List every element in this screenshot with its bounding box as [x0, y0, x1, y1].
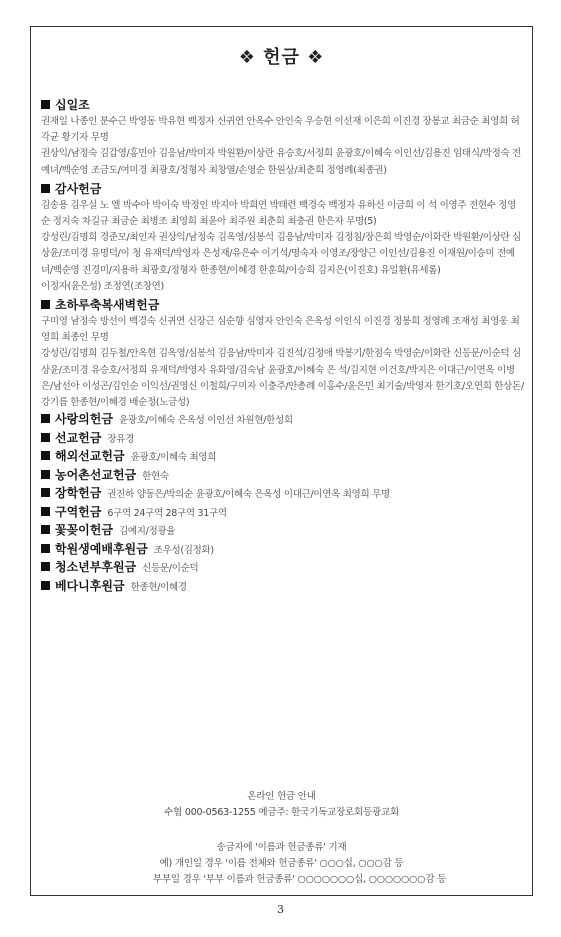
square-bullet-icon — [41, 300, 50, 309]
square-bullet-icon — [41, 414, 50, 423]
section-thanksgiving — [41, 181, 524, 295]
section-heading: 십일조 — [41, 97, 524, 114]
square-bullet-icon — [41, 433, 50, 442]
bank-account: 수협 000-0563-1255 예금주: 한국기독교장로회등광교회 — [164, 807, 399, 818]
inline-section: 선교헌금 장유경 — [41, 430, 524, 449]
donor-names: 김송용 김우실 노 엘 박수아 박이숙 박정인 박지아 박희연 박태련 백경숙 백정자 유하신 이금희 이 석 이영주 전현수 정영순 정지숙 차길규 최금순 최병조 최영희 최윤아 최주원 최춘희 최충권 한은자 무명(5) — [41, 199, 517, 228]
example-couple: 부부일 경우 '부부 이름과 헌금종류' ○○○○○○○십, ○○○○○○○감 등 — [152, 874, 447, 885]
inline-section: 해외선교헌금 윤광호/이혜숙 최영희 — [41, 448, 524, 467]
donor-names: 강성린/김명희 김두철/안옥현 김옥영/심봉석 김응남/박미자 김진석/김정애 박봉기/한점숙 박영순/이화란 신등문/이순덕 심상윤/조미경 유승호/서정희 유재덕/박영자 유화영/김숙남 윤광호/이혜숙 은 석/김지현 이건호/박지은 이대근/이연옥 이병은/남선아 이성곤/김인순 이익선/권영신 이철희/구미자 이충주/안총례 이홍수/윤은민 최기술/박영자 한기호/오연희 한상돈/강기름 한종현/이혜경 배순정(노금성) — [41, 348, 524, 409]
square-bullet-icon — [41, 184, 50, 193]
donor-names: 구미영 남정숙 방선이 백경숙 신귀연 신장근 심순향 심영자 안인숙 은옥성 이인식 이진경 정봉희 정영례 조재성 최영웅 최영희 최종인 무명 — [41, 316, 520, 344]
inline-section: 사랑의헌금 윤광호/이혜숙 은옥성 이인선 차원현/한성희 — [41, 411, 524, 430]
square-bullet-icon — [41, 100, 50, 109]
inline-section: 농어촌선교헌금 한현숙 — [41, 467, 524, 486]
transfer-instruction: 송금자에 '이름과 헌금종류' 기재 — [216, 842, 347, 853]
donor-names: 이정자(윤은성) 조정연(조창연) — [41, 280, 164, 292]
square-bullet-icon — [41, 470, 50, 479]
square-bullet-icon — [41, 562, 50, 571]
inline-section: 구역헌금 6구역 24구역 28구역 31구역 — [41, 504, 524, 523]
section-first-day-dawn — [41, 297, 524, 411]
offering-list — [41, 95, 524, 596]
square-bullet-icon — [41, 507, 50, 516]
donor-names: 권재일 나종인 분수근 박영동 박유현 백정자 신귀연 안옥수 안인숙 우승현 이선재 이은희 이진경 장봉교 최금순 최영희 허각균 황기자 무명 — [41, 116, 520, 144]
spacer — [31, 821, 532, 840]
example-individual: 예) 개인일 경우 '이름 전체와 헌금종류' ○○○십, ○○○감 등 — [159, 858, 404, 869]
donor-names: 권상익/남정숙 김갑영/홍민아 김응남/박미자 박원환/이상란 유승호/서정희 윤광호/이혜숙 이인선/김용진 임태식/박정숙 전예녀/백순영 조금도/여미경 최광호/정형자 최창열/손영순 한원상/최춘희 정영례(최종권) — [41, 148, 521, 176]
online-offering-notice — [31, 789, 532, 888]
square-bullet-icon — [41, 581, 50, 590]
square-bullet-icon — [41, 451, 50, 460]
donor-names: 강성린/김명희 경준모/최인자 권상익/남정숙 김옥영/심봉석 김응남/박미자 김정침/장은희 박영순/이화란 박원환/이상란 심상윤/조미경 유명덕/이 청 유재덕/박영자 은성재/유은수 이기석/명숙자 이영조/장양근 이인선/김용진 이재원/이승미 전예녀/백순영 진경미/지용하 최광호/정형자 한종현/이혜경 한훈희/이승희 김지은(이진호) 유일환(유세롬) — [41, 232, 521, 276]
section-tithe — [41, 97, 524, 179]
bulletin-frame — [30, 26, 533, 896]
section-heading: 감사헌금 — [41, 181, 524, 198]
inline-section: 학원생예배후원금 조우성(김정화) — [41, 541, 524, 560]
square-bullet-icon — [41, 525, 50, 534]
page-number: 3 — [277, 903, 284, 916]
square-bullet-icon — [41, 544, 50, 553]
notice-title: 온라인 헌금 안내 — [247, 791, 316, 802]
inline-section: 청소년부후원금 신등문/이순덕 — [41, 559, 524, 578]
inline-section: 장학헌금 권진하 양동은/박의순 윤광호/이혜숙 은옥성 이대근/이연옥 최영희 무명 — [41, 485, 524, 504]
square-bullet-icon — [41, 488, 50, 497]
section-heading: 초하루축복새벽헌금 — [41, 297, 524, 314]
inline-section: 꽃꽂이헌금 김예지/정광율 — [41, 522, 524, 541]
inline-section: 베다니후원금 한종현/이혜경 — [41, 578, 524, 597]
page-title: ❖ 헌금 ❖ — [238, 47, 325, 68]
